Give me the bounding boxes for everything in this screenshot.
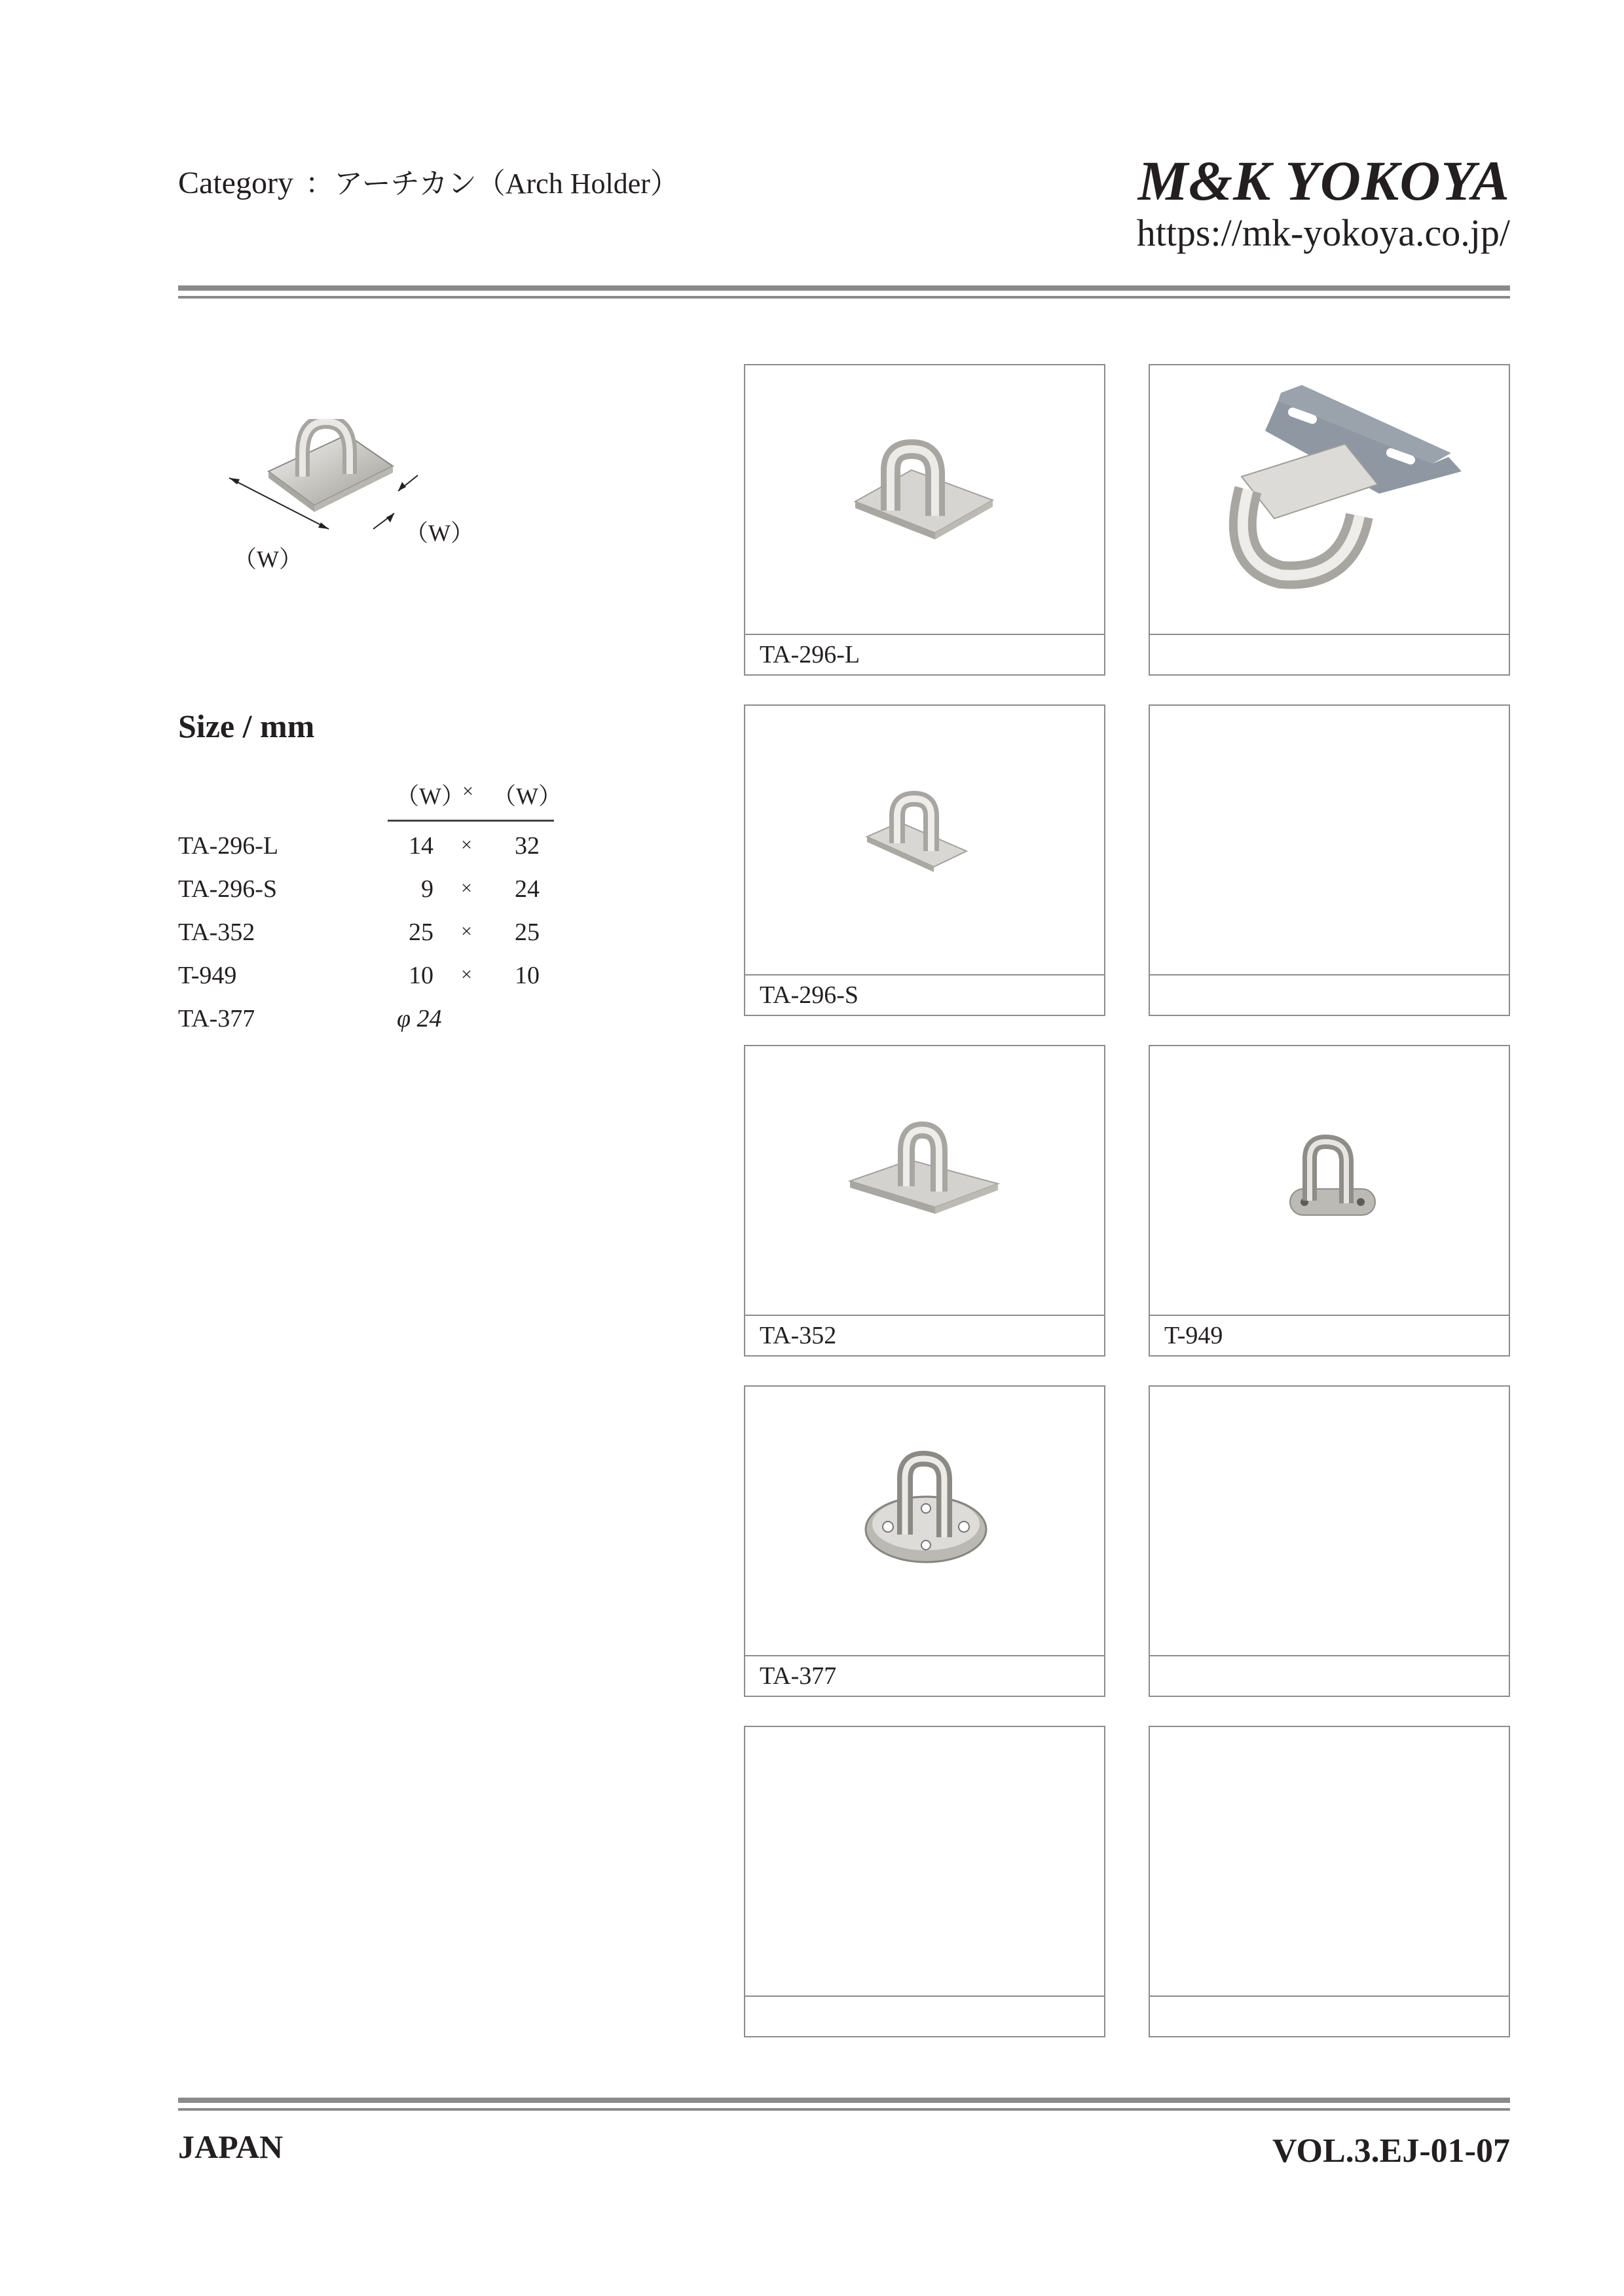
product-caption: TA-296-L [745,634,1104,674]
header-rule-top [178,285,1510,291]
product-cell[interactable] [1149,1385,1510,1697]
empty-photo [1150,1387,1509,1655]
size-row [178,875,584,918]
product-cell[interactable] [744,364,1105,676]
website-url[interactable]: https://mk-yokoya.co.jp/ [1136,211,1510,254]
product-caption: T-949 [1150,1315,1509,1355]
footer-country: JAPAN [178,2128,284,2165]
size-w2: 10 [515,962,540,989]
product-caption [1150,1655,1509,1696]
arch-holder-with-backing-plate-photo [1150,365,1509,634]
size-times: × [461,920,472,942]
size-row [178,961,584,1004]
size-w2: 25 [515,919,540,946]
product-caption [745,1995,1104,2036]
empty-photo [745,1727,1104,1995]
category-line [178,160,679,202]
size-w1: 10 [409,962,434,989]
product-cell[interactable] [1149,364,1510,676]
product-caption [1150,634,1509,674]
product-cell[interactable] [744,704,1105,1016]
product-caption: TA-377 [745,1655,1104,1696]
size-heading: Size / mm [178,708,315,744]
size-row [178,918,584,961]
product-caption: TA-296-S [745,974,1104,1015]
product-cell[interactable] [744,1726,1105,2037]
size-col-2: （W） [492,783,562,809]
arch-holder-rect-large-photo [745,365,1104,634]
size-col-times: × [462,780,473,802]
size-row [178,831,584,875]
size-model: TA-377 [178,1005,255,1032]
size-w2: 24 [515,875,540,903]
brand-name: M&K YOKOYA [1137,149,1510,212]
size-model: TA-352 [178,919,255,946]
size-times: × [461,834,472,856]
product-cell[interactable] [1149,704,1510,1016]
size-row [178,1004,584,1048]
size-times: × [461,877,472,899]
footer-rule-bottom [178,2108,1510,2111]
footer-volume-code: VOL.3.EJ-01-07 [1272,2132,1510,2170]
product-cell[interactable] [744,1045,1105,1357]
size-diameter: φ 24 [397,1005,442,1032]
size-times: × [461,964,472,985]
category-label: Category [178,166,293,200]
size-model: T-949 [178,962,237,989]
product-caption [1150,974,1509,1015]
size-w2: 32 [515,832,540,860]
product-cell[interactable] [1149,1045,1510,1357]
product-cell[interactable] [1149,1726,1510,2037]
category-value: ：アーチカン（Arch Holder） [304,168,679,200]
size-w1: 25 [409,919,434,946]
size-col-1: （W） [396,783,465,809]
arch-holder-mini-photo [1150,1046,1509,1315]
arch-holder-square-photo [745,1046,1104,1315]
product-cell[interactable] [744,1385,1105,1697]
diagram-width-label-2: （W） [405,520,474,546]
size-model: TA-296-S [178,875,278,903]
size-model: TA-296-L [178,832,279,860]
product-caption [1150,1995,1509,2036]
header-rule-bottom [178,296,1510,299]
size-w1: 9 [421,875,434,903]
product-caption: TA-352 [745,1315,1104,1355]
empty-photo [1150,1727,1509,1995]
empty-photo [1150,706,1509,974]
footer-rule-top [178,2098,1510,2103]
arch-holder-round-photo [745,1387,1104,1655]
diagram-width-label-1: （W） [233,546,303,572]
size-w1: 14 [409,832,434,860]
arch-holder-rect-small-photo [745,706,1104,974]
size-table-rule [388,820,554,822]
